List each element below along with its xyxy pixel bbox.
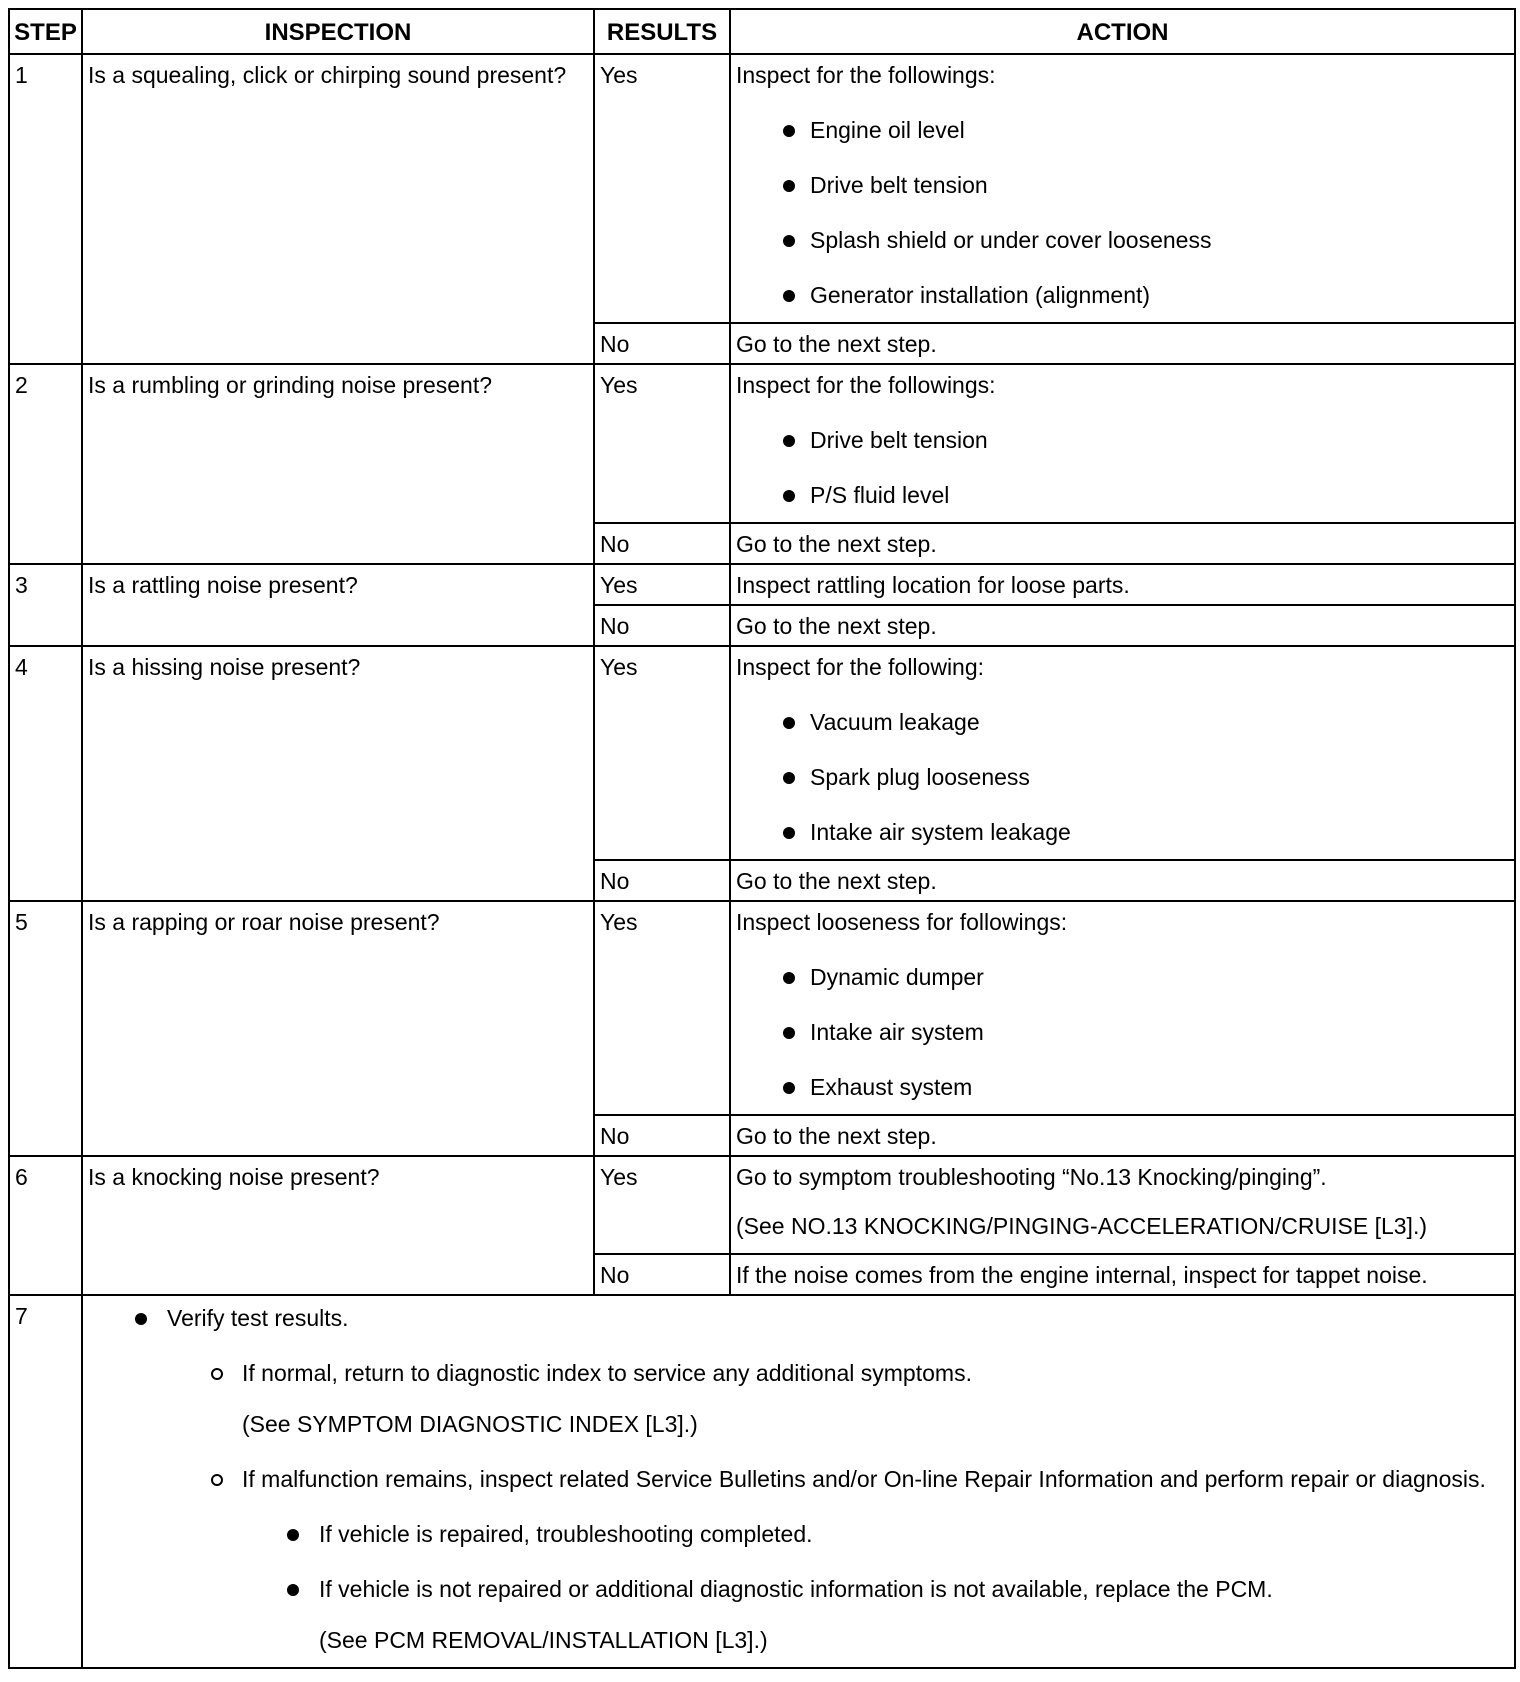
result-no: No: [594, 1115, 730, 1156]
list-item: Dynamic dumper: [736, 963, 1508, 992]
repaired-item: If vehicle is repaired, troubleshooting completed.: [87, 1520, 1506, 1549]
step-number: 1: [9, 54, 82, 364]
action-reference: (See NO.13 KNOCKING/PINGING-ACCELERATION/CRUISE [L3].): [736, 1213, 1427, 1239]
step-number: 5: [9, 901, 82, 1156]
step-number: 4: [9, 646, 82, 901]
table-row: [9, 564, 1515, 605]
step7-content: [82, 1295, 1515, 1668]
step-number: 3: [9, 564, 82, 646]
header-step: STEP: [9, 9, 82, 54]
action-no: Go to the next step.: [730, 523, 1515, 564]
result-no: No: [594, 860, 730, 901]
verify-results-item: Verify test results.: [87, 1304, 1506, 1333]
list-item: Splash shield or under cover looseness: [736, 226, 1508, 255]
action-yes: [730, 54, 1515, 323]
result-no: No: [594, 323, 730, 364]
action-no: Go to the next step.: [730, 605, 1515, 646]
result-yes: Yes: [594, 1156, 730, 1254]
table-row: [9, 54, 1515, 323]
action-no: Go to the next step.: [730, 860, 1515, 901]
action-text: Inspect for the followings:: [736, 372, 996, 398]
list-item: Vacuum leakage: [736, 708, 1508, 737]
action-yes: [730, 901, 1515, 1115]
list-item: Drive belt tension: [736, 171, 1508, 200]
step-number: 2: [9, 364, 82, 564]
inspection-question: Is a rapping or roar noise present?: [82, 901, 594, 1156]
list-item: Generator installation (alignment): [736, 281, 1508, 310]
result-yes: Yes: [594, 364, 730, 523]
step-number: 7: [9, 1295, 82, 1668]
inspection-question: Is a rattling noise present?: [82, 564, 594, 646]
table-row: [9, 901, 1515, 1115]
action-bullet-list: [736, 963, 1508, 1102]
action-bullet-list: [736, 116, 1508, 310]
not-repaired-item: If vehicle is not repaired or additional diagnostic information is not available, replace the PCM.: [87, 1575, 1506, 1604]
inspection-question: Is a hissing noise present?: [82, 646, 594, 901]
header-inspection: INSPECTION: [82, 9, 594, 54]
result-no: No: [594, 605, 730, 646]
action-yes: [730, 364, 1515, 523]
action-no: Go to the next step.: [730, 1115, 1515, 1156]
result-no: No: [594, 523, 730, 564]
action-text: Inspect looseness for followings:: [736, 909, 1068, 935]
list-item: P/S fluid level: [736, 481, 1508, 510]
result-yes: Yes: [594, 54, 730, 323]
list-item: Intake air system: [736, 1018, 1508, 1047]
normal-item: If normal, return to diagnostic index to service any additional symptoms.: [87, 1359, 1506, 1388]
list-item: Exhaust system: [736, 1073, 1508, 1102]
inspection-question: Is a squealing, click or chirping sound present?: [82, 54, 594, 364]
result-no: No: [594, 1254, 730, 1295]
action-yes: Inspect rattling location for loose parts.: [730, 564, 1515, 605]
action-yes: [730, 646, 1515, 860]
action-no: Go to the next step.: [730, 323, 1515, 364]
header-action: ACTION: [730, 9, 1515, 54]
action-text: Go to symptom troubleshooting “No.13 Knocking/pinging”.: [736, 1164, 1327, 1190]
table-header-row: [9, 9, 1515, 54]
pcm-reference: (See PCM REMOVAL/INSTALLATION [L3].): [319, 1627, 768, 1653]
result-yes: Yes: [594, 646, 730, 860]
malfunction-item: If malfunction remains, inspect related Service Bulletins and/or On-line Repair Information and perform repair or diagnosis.: [87, 1465, 1506, 1494]
action-no: If the noise comes from the engine internal, inspect for tappet noise.: [730, 1254, 1515, 1295]
table-row: [9, 364, 1515, 523]
result-yes: Yes: [594, 901, 730, 1115]
diagnostic-table: [8, 8, 1516, 1669]
table-row: [9, 646, 1515, 860]
action-yes: [730, 1156, 1515, 1254]
normal-reference: (See SYMPTOM DIAGNOSTIC INDEX [L3].): [242, 1411, 698, 1437]
header-results: RESULTS: [594, 9, 730, 54]
inspection-question: Is a rumbling or grinding noise present?: [82, 364, 594, 564]
list-item: Engine oil level: [736, 116, 1508, 145]
step-number: 6: [9, 1156, 82, 1295]
action-bullet-list: [736, 708, 1508, 847]
inspection-question: Is a knocking noise present?: [82, 1156, 594, 1295]
list-item: Spark plug looseness: [736, 763, 1508, 792]
list-item: Drive belt tension: [736, 426, 1508, 455]
table-row: [9, 1295, 1515, 1668]
action-bullet-list: [736, 426, 1508, 510]
result-yes: Yes: [594, 564, 730, 605]
action-text: Inspect for the followings:: [736, 62, 996, 88]
list-item: Intake air system leakage: [736, 818, 1508, 847]
action-text: Inspect for the following:: [736, 654, 985, 680]
table-row: [9, 1156, 1515, 1254]
